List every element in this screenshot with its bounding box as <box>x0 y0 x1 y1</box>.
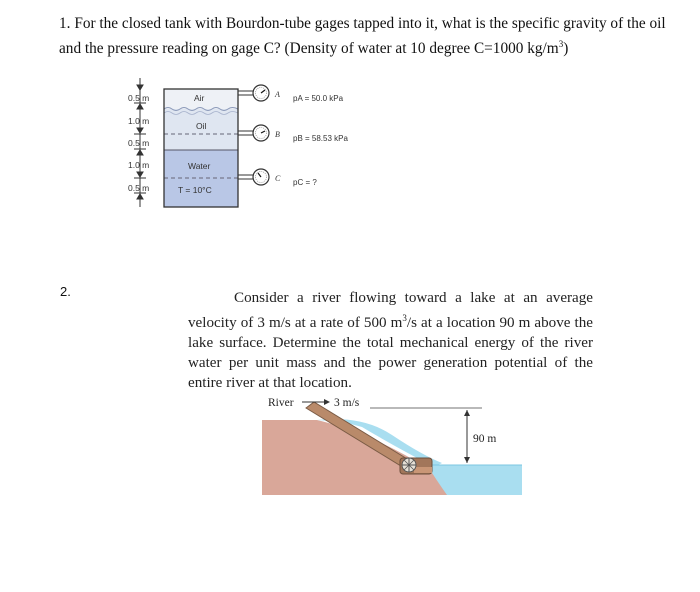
height-label: 90 m <box>473 433 497 445</box>
temperature-label: T = 10°C <box>178 185 212 195</box>
outlet-pipe <box>414 467 432 473</box>
problem-2-body-end: /s at a location 90 m above the lake surface. Determine the total mechanical energy of the river water per unit mass and the power generation potential of the entire river at that location. <box>188 315 593 392</box>
dim-label-3: 0.5 m <box>128 138 150 148</box>
height-arrow-top <box>464 410 470 416</box>
air-label: Air <box>194 93 205 103</box>
problem-1-body: For the closed tank with Bourdon-tube gages tapped into it, what is the specific gravity of the oil and the pressure reading on gage C? (Density of water at 10 degree C=1000 kg/m <box>59 15 666 58</box>
problem-1-number: 1. <box>59 15 71 32</box>
river-label: River <box>268 397 294 409</box>
superscript: 3 <box>558 39 564 49</box>
river-figure <box>262 393 522 498</box>
problem-2-number: 2. <box>60 284 71 299</box>
water-label: Water <box>188 161 211 171</box>
gage-b-letter: B <box>275 130 280 139</box>
problem-1-text <box>59 14 679 59</box>
gage-c-icon <box>253 169 269 185</box>
tank-figure <box>118 75 368 210</box>
gage-a-reading: pA = 50.0 kPa <box>293 94 344 103</box>
superscript-2: 3 <box>402 313 407 323</box>
dim-label-1: 0.5 m <box>128 93 150 103</box>
gage-b-reading: pB = 58.53 kPa <box>293 134 348 143</box>
dim-label-4: 1.0 m <box>128 160 150 170</box>
problem-2-text <box>188 288 593 393</box>
problem-1-body-end: ) <box>563 40 569 58</box>
ground <box>262 420 467 495</box>
velocity-arrowhead <box>324 399 330 405</box>
height-arrow-bottom <box>464 457 470 463</box>
gage-c-letter: C <box>275 174 281 183</box>
gage-a-icon <box>253 85 269 101</box>
velocity-label: 3 m/s <box>334 397 360 409</box>
gage-a-letter: A <box>275 90 280 99</box>
dim-label-5: 0.5 m <box>128 183 150 193</box>
gage-b-icon <box>253 125 269 141</box>
gage-pipes <box>238 91 255 179</box>
turbine-icon <box>402 458 416 472</box>
dim-label-2: 1.0 m <box>128 116 150 126</box>
problem-2-body: Consider a river flowing toward a lake at an average velocity of 3 m/s at a rate of 500 m <box>188 290 593 332</box>
gage-c-reading: pC = ? <box>293 178 317 187</box>
oil-label: Oil <box>196 121 207 131</box>
